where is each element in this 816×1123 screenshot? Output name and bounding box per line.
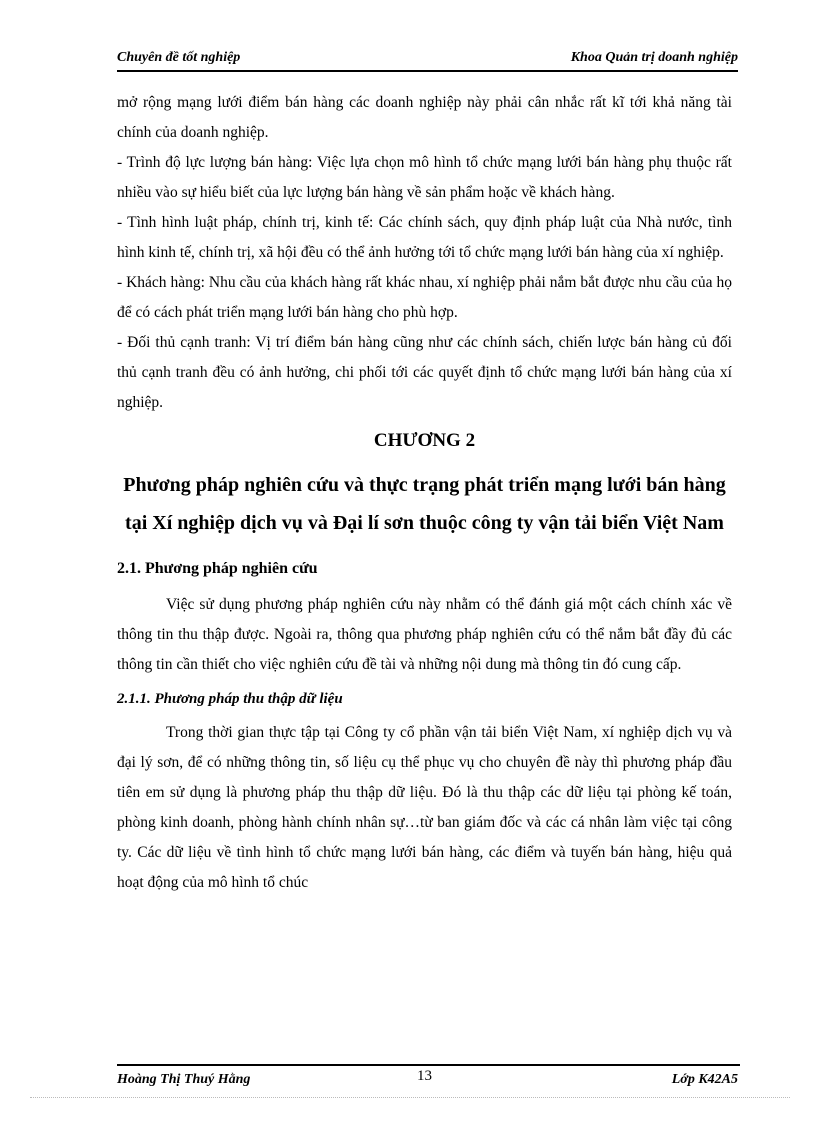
section-2-1-1-paragraph: Trong thời gian thực tập tại Công ty cổ phần vận tải biển Việt Nam, xí nghiệp dịch vụ và đại lý sơn, để có những thông tin, số liệu cụ thể phục vụ cho chuyên đề này thì phương pháp đầu tiên em sử dụng là phương pháp thu thập dữ liệu. Đó là thu thập các dữ liệu tại phòng kế toán, phòng kinh doanh, phòng hành chính nhân sự…từ ban giám đốc và các cá nhân làm việc tại công ty. Các dữ liệu về tình hình tổ chức mạng lưới bán hàng, các điểm và tuyến bán hàng, hiệu quả hoạt động của mô hình tổ chúc: [117, 724, 732, 891]
section-2-1-1-heading: 2.1.1. Phương pháp thu thập dữ liệu: [117, 691, 343, 707]
header-left-title: Chuyên đề tốt nghiệp: [117, 50, 241, 65]
page-content: [117, 88, 732, 898]
section-2-1-paragraph: Việc sử dụng phương pháp nghiên cứu này nhằm có thể đánh giá một cách chính xác về thông tin thu thập được. Ngoài ra, thông qua phương pháp nghiên cứu có thể nắm bắt đầy đủ các thông tin cần thiết cho việc nghiên cứu đề tài và những nội dung mà thông tin đó cung cấp.: [117, 596, 732, 673]
footer-class: Lớp K42A5: [671, 1072, 738, 1087]
chapter-title: Phương pháp nghiên cứu và thực trạng phát triển mạng lưới bán hàng tại Xí nghiệp dịch vụ và Đại lí sơn thuộc công ty vận tải biển Việt Nam: [123, 474, 726, 534]
page-footer: [117, 1068, 738, 1092]
header-right-title: Khoa Quản trị doanh nghiệp: [570, 50, 738, 65]
section-2-1-heading: 2.1. Phương pháp nghiên cứu: [117, 560, 318, 577]
paragraph-sales-force: - Trình độ lực lượng bán hàng: Việc lựa chọn mô hình tổ chức mạng lưới bán hàng phụ thuộc rất nhiều vào sự hiểu biết của lực lượng bán hàng về sản phẩm hoặc về khách hàng.: [117, 154, 732, 201]
chapter-label: CHƯƠNG 2: [373, 430, 476, 451]
paragraph-continuation: mở rộng mạng lưới điểm bán hàng các doanh nghiệp này phải cân nhắc rất kĩ tới khả năng tài chính của doanh nghiệp.: [117, 94, 732, 141]
page-number: 13: [417, 1068, 432, 1084]
page-bottom-dotted-line: [30, 1097, 790, 1098]
paragraph-customers: - Khách hàng: Nhu cầu của khách hàng rất khác nhau, xí nghiệp phải nắm bắt được nhu cầu của họ để có cách phát triển mạng lưới bán hàng cho phù hợp.: [117, 274, 732, 321]
paragraph-competitors: - Đối thủ cạnh tranh: Vị trí điểm bán hàng cũng như các chính sách, chiến lược bán hàng củ đối thủ cạnh tranh đều có ảnh hưởng, chi phối tới các quyết định tổ chức mạng lưới bán hàng của xí nghiệp.: [117, 334, 732, 411]
footer-divider: [117, 1064, 740, 1066]
footer-author: Hoàng Thị Thuý Hằng: [117, 1072, 251, 1087]
page-header: [117, 46, 738, 72]
paragraph-legal-political: - Tình hình luật pháp, chính trị, kinh tế: Các chính sách, quy định pháp luật của Nhà nước, tình hình kinh tế, chính trị, xã hội đều có thể ảnh hưởng tới tổ chức mạng lưới bán hàng của xí nghiệp.: [117, 214, 732, 261]
